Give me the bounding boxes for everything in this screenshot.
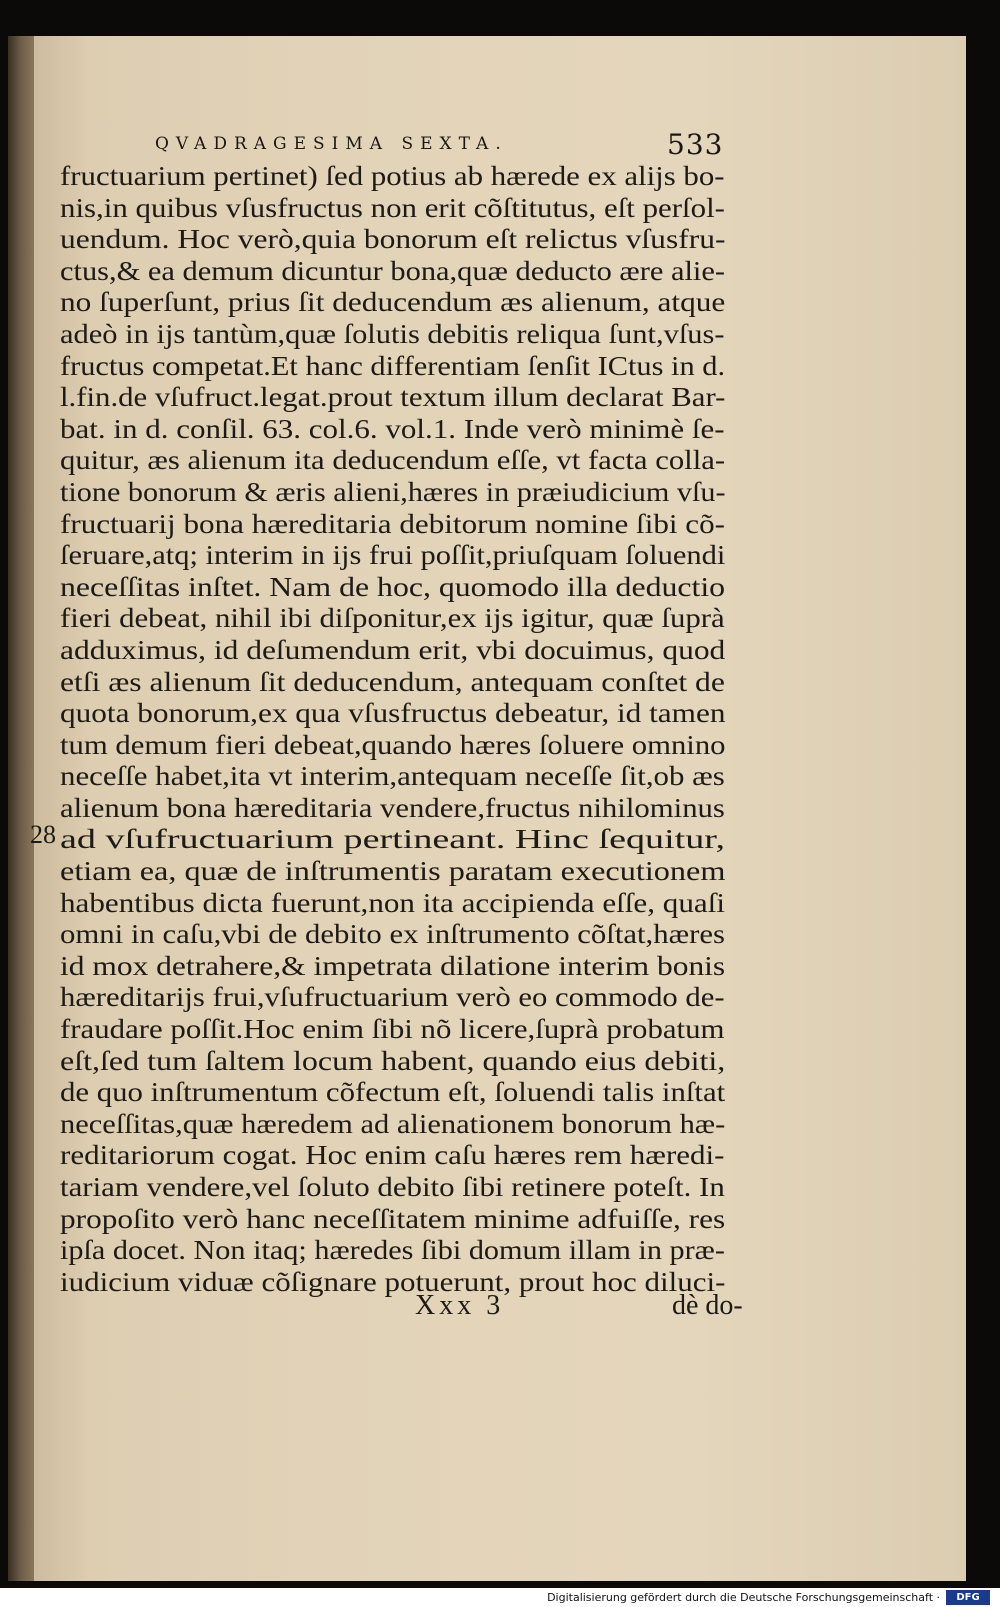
text-line: reditariorum cogat. Hoc enim caſu hæres rem hæredi- bbox=[60, 1139, 725, 1171]
text-line: de quo inſtrumentum cõfectum eſt, ſoluendi talis inſtat bbox=[60, 1076, 726, 1108]
text-line: tariam vendere,vel ſoluto debito ſibi retinere poteſt. In bbox=[60, 1171, 725, 1202]
text-line: quota bonorum,ex qua vſusfructus debeatur, id tamen bbox=[60, 697, 726, 729]
running-head: QVADRAGESIMA SEXTA. bbox=[155, 134, 508, 154]
text-line: adduximus, id deſumendum erit, vbi docuimus, quod bbox=[60, 633, 726, 665]
text-line: fieri debeat, nihil ibi diſponitur,ex ijs igitur, quæ ſuprà bbox=[60, 602, 725, 634]
text-line: tione bonorum & æris alieni,hæres in præiudicium vſu- bbox=[60, 475, 726, 507]
margin-note-number: 28 bbox=[30, 820, 56, 849]
digitization-credit: Digitalisierung gefördert durch die Deutsche Forschungsgemeinschaft · bbox=[547, 1591, 940, 1604]
text-line: alienum bona hæreditaria vendere,fructus nihilominus bbox=[60, 791, 725, 823]
signature-mark: Xxx 3 bbox=[415, 1290, 505, 1321]
text-line: eſt,ſed tum ſaltem locum habent, quando eius debiti, bbox=[60, 1044, 726, 1076]
text-line: fraudare poſſit.Hoc enim ſibi nõ licere,ſuprà probatum bbox=[60, 1013, 725, 1045]
text-line: hæreditarijs frui,vſufructuarium verò eo commodo de- bbox=[60, 981, 725, 1013]
text-line: neceſſitas,quæ hæredem ad alienationem bonorum hæ- bbox=[60, 1107, 726, 1139]
text-line: bat. in d. conſil. 63. col.6. vol.1. Inde verò minimè ſe- bbox=[60, 412, 725, 444]
text-line: nis,in quibus vſusfructus non erit cõſtitutus, eſt perſol- bbox=[60, 191, 725, 223]
text-line: ſeruare,atq; interim in ijs frui poſſit,priuſquam ſoluendi bbox=[60, 539, 726, 571]
text-line: fructuarij bona hæreditaria debitorum nomine ſibi cõ- bbox=[60, 507, 726, 539]
text-line: ad vſufructuarium pertineant. Hinc ſequitur, bbox=[60, 823, 725, 855]
text-line: ctus,& ea demum dicuntur bona,quæ deducto ære alie- bbox=[60, 254, 726, 286]
text-line: propoſito verò hanc neceſſitatem minime adfuiſſe, res bbox=[60, 1202, 726, 1234]
body-text bbox=[60, 160, 760, 1297]
text-line: neceſſe habet,ita vt interim,antequam neceſſe ſit,ob æs bbox=[60, 760, 725, 792]
text-line: fructuarium pertinet) ſed potius ab hærede ex alijs bo- bbox=[60, 160, 725, 191]
text-line: habentibus dicta fuerunt,non ita accipienda eſſe, quaſi bbox=[60, 886, 725, 918]
catchword: dè do- bbox=[672, 1290, 743, 1321]
text-line: etiam ea, quæ de inſtrumentis paratam executionem bbox=[60, 855, 726, 887]
page-header bbox=[155, 128, 755, 160]
page-number: 533 bbox=[667, 128, 724, 161]
text-line: id mox detrahere,& impetrata dilatione interim bonis bbox=[60, 949, 726, 981]
text-line: omni in caſu,vbi de debito ex inſtrumento cõſtat,hæres bbox=[60, 918, 725, 950]
text-line: iudicium viduæ cõſignare potuerunt, prout hoc diluci- bbox=[60, 1265, 726, 1297]
book-spine bbox=[8, 36, 36, 1581]
text-line: l.fin.de vſufruct.legat.prout textum illum declarat Bar- bbox=[60, 381, 726, 413]
text-line: ipſa docet. Non itaq; hæredes ſibi domum illam in præ- bbox=[60, 1234, 725, 1266]
text-line: neceſſitas inſtet. Nam de hoc, quomodo illa deductio bbox=[60, 570, 726, 602]
text-line: adeò in ijs tantùm,quæ ſolutis debitis reliqua ſunt,vſus- bbox=[60, 317, 725, 349]
text-line: no ſuperſunt, prius ſit deducendum æs alienum, atque bbox=[60, 286, 726, 318]
dfg-logo: DFG bbox=[946, 1590, 990, 1605]
text-line: fructus competat.Et hanc differentiam ſenſit ICtus in d. bbox=[60, 349, 726, 381]
text-line: quitur, æs alienum ita deducendum eſſe, vt facta colla- bbox=[60, 444, 726, 476]
text-line: uendum. Hoc verò,quia bonorum eſt relictus vſusfru- bbox=[60, 223, 726, 255]
text-line: tum demum fieri debeat,quando hæres ſoluere omnino bbox=[60, 728, 726, 760]
text-line: etſi æs alienum ſit deducendum, antequam conſtet de bbox=[60, 665, 725, 697]
